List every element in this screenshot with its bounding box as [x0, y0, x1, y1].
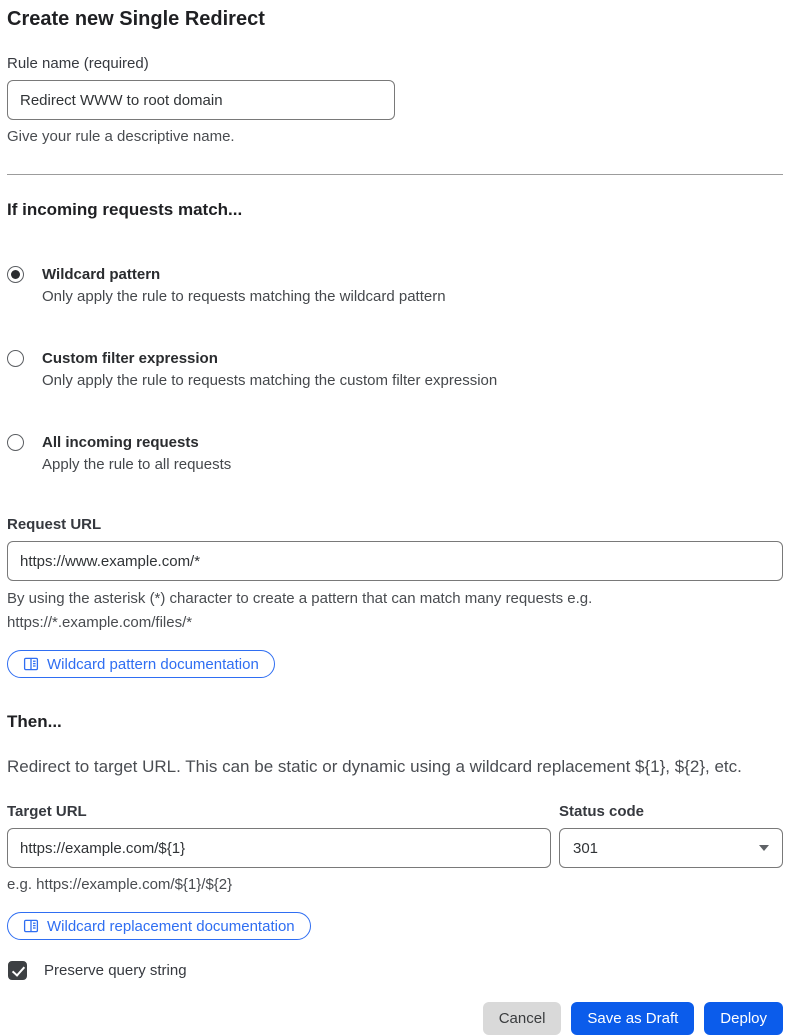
radio-label-custom-filter: Custom filter expression — [42, 350, 218, 367]
form-actions — [7, 1002, 783, 1035]
request-url-help-line1: By using the asterisk (*) character to create a pattern that can match many requests e.g. — [7, 590, 593, 607]
wildcard-pattern-docs-label: Wildcard pattern documentation — [47, 655, 259, 673]
book-icon — [23, 918, 39, 934]
then-section-heading: Then... — [7, 712, 62, 731]
rule-name-label: Rule name (required) — [7, 55, 149, 72]
status-code-column — [559, 801, 783, 897]
rule-name-input[interactable] — [7, 80, 395, 120]
radio-desc-all-requests: Apply the rule to all requests — [42, 456, 232, 473]
preserve-query-checkbox[interactable] — [8, 961, 27, 980]
radio-option-all-requests[interactable] — [7, 432, 783, 476]
status-code-select[interactable] — [559, 828, 783, 868]
target-url-input[interactable] — [7, 828, 551, 868]
target-url-column — [7, 801, 551, 897]
radio-desc-wildcard-pattern: Only apply the rule to requests matching the wildcard pattern — [42, 288, 446, 305]
page-title: Create new Single Redirect — [7, 8, 265, 30]
request-url-help — [7, 587, 783, 635]
section-divider — [7, 174, 783, 175]
wildcard-pattern-docs-button[interactable] — [7, 650, 275, 678]
target-url-help: e.g. https://example.com/${1}/${2} — [7, 876, 233, 893]
target-status-row — [7, 801, 783, 897]
status-code-value: 301 — [573, 839, 599, 857]
save-as-draft-button[interactable]: Save as Draft — [571, 1002, 694, 1035]
rule-name-help: Give your rule a descriptive name. — [7, 128, 235, 145]
request-url-label: Request URL — [7, 516, 102, 533]
radio-desc-custom-filter: Only apply the rule to requests matching the custom filter expression — [42, 372, 498, 389]
wildcard-replacement-docs-label: Wildcard replacement documentation — [47, 917, 295, 935]
target-url-label: Target URL — [7, 803, 87, 820]
wildcard-replacement-docs-button[interactable] — [7, 912, 311, 940]
radio-button-custom-filter[interactable] — [7, 350, 24, 367]
radio-option-wildcard-pattern[interactable] — [7, 264, 783, 308]
radio-label-wildcard-pattern: Wildcard pattern — [42, 266, 161, 283]
radio-button-wildcard-pattern[interactable] — [7, 266, 24, 283]
match-section-heading: If incoming requests match... — [7, 200, 243, 219]
radio-label-all-requests: All incoming requests — [42, 434, 199, 451]
status-code-label: Status code — [559, 803, 645, 820]
then-section-description: Redirect to target URL. This can be static or dynamic using a wildcard replacement ${1}, ${2}, etc. — [7, 757, 742, 776]
deploy-button[interactable]: Deploy — [704, 1002, 783, 1035]
radio-option-custom-filter[interactable] — [7, 348, 783, 392]
chevron-down-icon — [759, 845, 769, 851]
radio-button-all-requests[interactable] — [7, 434, 24, 451]
request-url-help-line2: https://*.example.com/files/* — [7, 614, 193, 631]
cancel-button[interactable]: Cancel — [483, 1002, 562, 1035]
book-icon — [23, 656, 39, 672]
preserve-query-label: Preserve query string — [44, 962, 187, 979]
request-url-input[interactable] — [7, 541, 783, 581]
preserve-query-row[interactable] — [7, 961, 783, 980]
